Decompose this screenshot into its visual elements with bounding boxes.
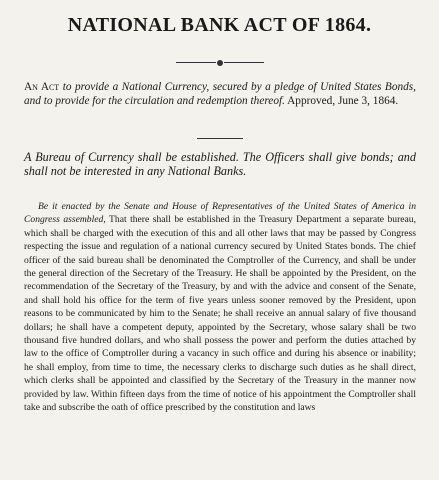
document-title: NATIONAL BANK ACT OF 1864.: [67, 14, 372, 36]
title-ornament: [176, 60, 264, 66]
preamble-lead: An Act: [24, 81, 60, 93]
ornament-dot: [217, 60, 223, 66]
preamble-purpose: to provide a National Currency, secured by a pledge of United States Bonds, and to provide for the circulation and redemption thereof.: [24, 81, 416, 107]
act-preamble: [24, 80, 416, 108]
section-body: [24, 200, 416, 415]
ornament-line-left: [176, 62, 216, 63]
approval-date: Approved, June 3, 1864.: [287, 95, 399, 107]
ornament-line-right: [224, 62, 264, 63]
enacting-clause: Be it enacted by the Senate and House of Representatives of the United States of America in Congress assembled,: [24, 201, 416, 226]
section-divider: [197, 138, 243, 139]
section-heading: A Bureau of Currency shall be established. The Officers shall give bonds; and shall not be interested in any National Banks.: [24, 150, 416, 178]
body-text: That there shall be established in the Treasury Department a separate bureau, which shall be charged with the execution of this and all other laws that may be passed by Congress respecting the issue and regulation of a national currency secured by United States bonds. The chief officer of the said bureau shall be denominated the Comptroller of the Currency, and shall be under the general direction of the Secretary of the Treasury. He shall be appointed by the President, on the recommendation of the Secretary of the Treasury, by and with the advice and consent of the Senate, and shall hold his office for the term of five years unless sooner removed by the President, upon reasons to be communicated by him to the Senate; he shall receive an annual salary of five thousand dollars; he shall have a competent deputy, appointed by the Secretary, whose salary shall be two thousand five hundred dollars, and who shall possess the power and perform the duties attached by law to the office of Comptroller during a vacancy in such office and during his absence or inability; he shall employ, from time to time, the necessary clerks to discharge such duties as he shall direct, which clerks shall be appointed and classified by the Secretary of the Treasury in the manner now provided by law. Within fifteen days from the time of notice of his appointment the Comptroller shall take and subscribe the oath of office prescribed by the constitution and laws: [24, 214, 416, 414]
